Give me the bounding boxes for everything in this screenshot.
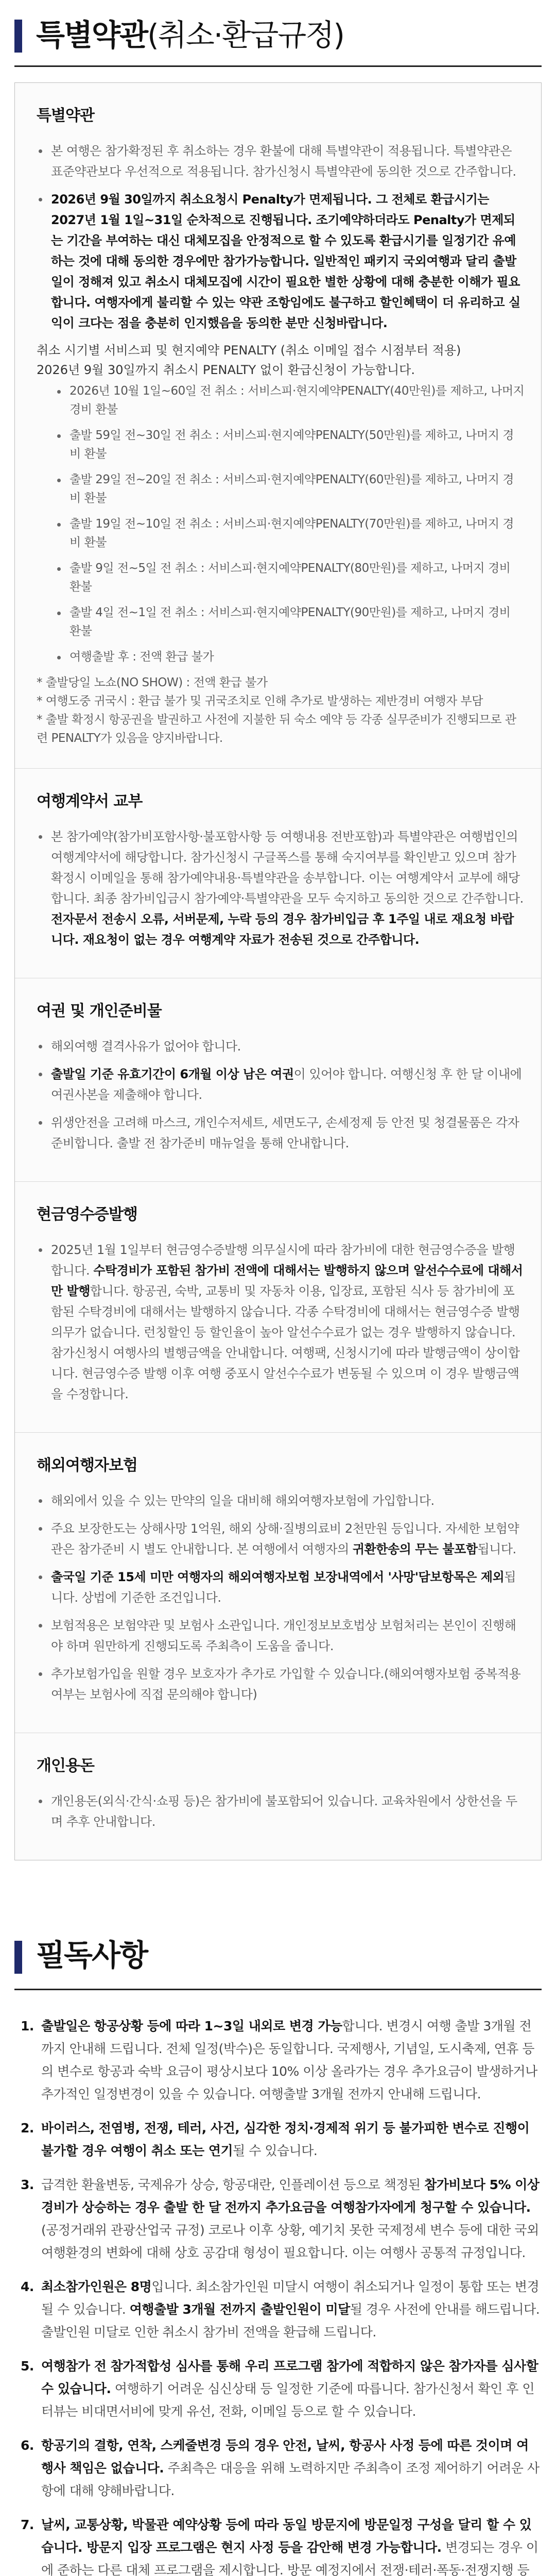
list-item xyxy=(21,2015,541,2106)
list-item xyxy=(37,1036,525,1057)
paragraph-bold: 2026년 9월 30일까지 취소요청시 Penalty가 면제됩니다. 그 전체로 환급시기는 2027년 1월 1일~31일 순차적으로 진행됩니다. 조기예약하더라도 Penalty가 면제되는 기간을 부여하는 대신 대체모집을 안정적으로 할 수 있도록 환급시기를 일정기간 유예하는 것에 대해 동의한 경우에만 참가가능합니다. 일반적인 패키지 국외여행과 달리 출발일이 정해져 있고 취소시 대체모집에 시간이 필요한 별한 상황에 대해 충분한 이해가 필요합니다. 여행자에게 불리할 수 있는 약관 조항임에도 불구하고 할인혜택이 더 유리하고 실익이 크다는 점을 충분히 인지했음을 동의한 분만 신청바랍니다. xyxy=(51,192,520,330)
bullet-list xyxy=(37,1490,525,1705)
section-pocket-money xyxy=(15,1733,541,1860)
title-main: 특별약관 xyxy=(36,18,148,53)
bullet-list xyxy=(37,1036,525,1154)
text: 입니다. 최소참가인원 미달시 여행이 취소되거나 일정이 통합 또는 변경될 수 있습니다. xyxy=(41,2279,540,2317)
section-heading: 특별약관 xyxy=(37,107,94,125)
text: 해외여행 결격사유가 없어야 합니다. xyxy=(51,1039,241,1054)
item-number: 6. xyxy=(21,2438,34,2453)
list-item: 출발 19일 전~10일 전 취소 : 서비스피·현지예약PENALTY(70만원)를 제하고, 나머지 경비 환불 xyxy=(57,515,525,552)
list-item xyxy=(37,1664,525,1705)
text: 추가보험가입을 원할 경우 보호자가 추가로 가입할 수 있습니다.(해외여행자보험 중복적용 여부는 보험사에 직접 문의해야 합니다) xyxy=(51,1667,521,1702)
text-bold: 출국일 기준 15세 미만 여행자의 해외여행자보험 보장내역에서 '사망'담보항목은 제외 xyxy=(51,1570,505,1584)
text: 이 있어야 합니다. 여행신청 후 한 달 이내에 여권사본을 제출해야 합니다. xyxy=(51,1067,522,1102)
title-accent-bar xyxy=(14,1941,22,1974)
list-item: 2026년 10월 1일~60일 전 취소 : 서비스피·현지예약PENALTY(40만원)를 제하고, 나머지 경비 환불 xyxy=(57,382,525,419)
text-bold: 참가비보다 5% 이상 경비가 상승하는 경우 출발 한 달 전까지 추가요금을 여행참가자에게 청구할 수 있습니다. xyxy=(41,2177,540,2215)
note: * 출발당일 노쇼(NO SHOW) : 전액 환급 불가 xyxy=(37,676,268,689)
bullet-list xyxy=(37,1240,525,1404)
section-insurance xyxy=(15,1433,541,1733)
text: 주최측은 대응을 위해 노력하지만 주최측이 조정 제어하기 어려운 사항에 대해 양해바랍니다. xyxy=(41,2461,540,2498)
text-bold: 출발일은 항공상황 등에 따라 1~3일 내외로 변경 가능 xyxy=(41,2019,342,2033)
list-item xyxy=(37,1567,525,1608)
text-bold: 귀환한송의 무는 불포함 xyxy=(352,1542,478,1556)
text-bold: 출발일 기준 유효기간이 6개월 이상 남은 여권 xyxy=(51,1067,294,1081)
text: 보험적용은 보험약관 및 보험사 소관입니다. 개인정보보호법상 보험처리는 본인이 진행해야 하며 원만하게 진행되도록 주최측이 도움을 줍니다. xyxy=(51,1618,516,1653)
text: (공정거래위 관광산업국 규정) 코로나 이후 상황, 예기치 못한 국제정세 변수 등에 대한 국외여행환경의 변화에 대해 상호 공감대 형성이 필요합니다. 이는 여행사 공통적 규정입니다. xyxy=(41,2223,539,2260)
list-item xyxy=(37,1791,525,1832)
item-number: 5. xyxy=(21,2359,34,2374)
terms-title-block xyxy=(0,0,556,72)
item-number: 1. xyxy=(21,2019,34,2033)
text: 됩니다. xyxy=(477,1542,516,1556)
text: 주요 보장한도는 상해사망 1억원, 해외 상해·질병의료비 2천만원 등입니다. 자세한 보험약관은 참가준비 시 별도 안내합니다. 본 여행에서 여행자의 xyxy=(51,1521,519,1556)
penalty-subtitle: 2026년 9월 30일까지 취소시 PENALTY 없이 환급신청이 가능합니다. xyxy=(37,363,415,377)
text-bold: 수탁경비가 포함된 참가비 전액에 대해서는 발행하지 않으며 알선수수료에 대해서만 발행 xyxy=(51,1263,523,1298)
list-item xyxy=(37,1240,525,1404)
list-item xyxy=(21,2117,541,2162)
text: 여행하기 어려운 심신상태 등 일정한 기준에 따릅니다. 참가신청서 확인 후 인터뷰는 비대면서비에 맞게 유선, 전화, 이메일 등으로 할 수 있습니다. xyxy=(41,2381,534,2419)
list-item xyxy=(21,2276,541,2344)
note: * 출발 확정시 항공권을 발권하고 사전에 지불한 뒤 숙소 예약 등 각종 실무준비가 진행되므로 관련 PENALTY가 있음을 양지바랍니다. xyxy=(37,713,516,745)
title-divider xyxy=(14,65,542,67)
text-bold: 항공기의 결항, 연착, 스케줄변경 등의 경우 안전, 날씨, 항공사 사정 등에 따른 것이며 여행사 책임은 없습니다. xyxy=(41,2438,529,2476)
text-bold: 날씨, 교통상황, 박물관 예약상황 등에 따라 동일 방문지에 방문일정 구성을 달리 할 수 있습니다. 방문지 입장 프로그램은 현지 사정 등을 감안해 변경 가능합니다. xyxy=(41,2517,532,2555)
page-title xyxy=(36,14,556,56)
text-bold: 여행참가 전 참가적합성 심사를 통해 우리 프로그램 참가에 적합하지 않은 참가자를 심사할 수 있습니다. xyxy=(41,2359,538,2396)
text-bold: 최소참가인원은 8명 xyxy=(41,2279,152,2294)
text: 합니다. 항공권, 숙박, 교통비 및 자동차 이용, 입장료, 포함된 식사 등 참가비에 포함된 수탁경비에 대해서는 발행하지 않습니다. 각종 수탁경비에 대해서는 현금영수증 발행 의무가 없습니다. 런칭할인 등 할인율이 높아 알선수수료가 없는 경우 발행하지 않습니다. 참가신청시 여행사의 별행금액을 안내합니다. 여행팩, 신청시기에 따라 발행금액이 상이합니다. 현금영수증 발행 이후 여행 중포시 알선수수료가 변동될 수 있으며 이 경우 발행금액을 수정합니다. xyxy=(51,1284,520,1401)
section-contract xyxy=(15,769,541,978)
text-bold: 여행출발 3개월 전까지 출발인원이 미달 xyxy=(129,2302,350,2317)
list-item: 여행출발 후 : 전액 환급 불가 xyxy=(57,648,525,666)
list-item xyxy=(37,826,525,950)
text: 될 경우 사전에 안내를 해드립니다. 출발인원 미달로 인한 취소시 참가비 전액을 환급해 드립니다. xyxy=(41,2302,540,2340)
list-item xyxy=(37,189,525,333)
text: 개인용돈(외식·간식·쇼핑 등)은 참가비에 불포함되어 있습니다. 교육차원에서 상한선을 두며 추후 안내합니다. xyxy=(51,1794,517,1829)
must-read-title-block xyxy=(0,1902,556,1994)
section-special-terms xyxy=(15,83,541,769)
text: 해외에서 있을 수 있는 만약의 일을 대비해 해외여행자보험에 가입합니다. xyxy=(51,1494,435,1508)
list-item: 출발 29일 전~20일 전 취소 : 서비스피·현지예약PENALTY(60만원)를 제하고, 나머지 경비 환불 xyxy=(57,470,525,507)
penalty-block xyxy=(37,341,525,748)
terms-box xyxy=(14,82,542,1860)
paragraph: 본 여행은 참가확정된 후 취소하는 경우 환불에 대해 특별약관이 적용됩니다. 특별약관은 표준약관보다 우선적으로 적용됩니다. 참가신청시 특별약관에 동의한 것으로 간주합니다. xyxy=(51,144,516,179)
list-item xyxy=(37,1112,525,1154)
bullet-list xyxy=(37,1791,525,1832)
note: * 여행도중 귀국시 : 환급 불가 및 귀국조치로 인해 추가로 발생하는 제반경비 여행자 부담 xyxy=(37,694,483,708)
list-item: 출발 4일 전~1일 전 취소 : 서비스피·현지예약PENALTY(90만원)를 제하고, 나머지 경비 환불 xyxy=(57,603,525,640)
text: 2025년 1월 1일부터 현금영수증발행 의무실시에 따라 참가비에 대한 현금영수증을 발행합니다. xyxy=(51,1243,515,1278)
bullet-list xyxy=(37,826,525,950)
list-item xyxy=(37,1064,525,1105)
must-read-title: 필독사항 xyxy=(36,1938,148,1973)
text: 위생안전을 고려해 마스크, 개인수저세트, 세면도구, 손세정제 등 안전 및 청결물품은 각자 준비합니다. 출발 전 참가준비 매뉴얼을 통해 안내합니다. xyxy=(51,1115,519,1150)
list-item: 출발 59일 전~30일 전 취소 : 서비스피·현지예약PENALTY(50만원)를 제하고, 나머지 경비 환불 xyxy=(57,426,525,463)
section-heading: 개인용돈 xyxy=(37,1757,94,1775)
item-number: 3. xyxy=(21,2177,34,2192)
list-item xyxy=(21,2514,541,2576)
section-heading: 해외여행자보험 xyxy=(37,1456,137,1475)
section-receipt xyxy=(15,1182,541,1433)
item-number: 7. xyxy=(21,2517,34,2532)
text: 됩니다. 상법에 기준한 조건입니다. xyxy=(51,1570,516,1605)
list-item: 출발 9일 전~5일 전 취소 : 서비스피·현지예약PENALTY(80만원)를 제하고, 나머지 경비 환불 xyxy=(57,559,525,596)
list-item xyxy=(37,1518,525,1560)
text: 변경되는 경우 이에 준하는 다른 대체 프로그램을 제시합니다. 방문 예정지에서 전쟁·테러·폭동·전쟁지행 등 xyxy=(41,2540,538,2576)
section-heading: 여행계약서 교부 xyxy=(37,792,143,810)
item-number: 4. xyxy=(21,2279,34,2294)
list-item xyxy=(21,2434,541,2502)
text: 합니다. 변경시 여행 출발 3개월 전까지 안내해 드립니다. 전체 일정(박수)은 동일합니다. 국제행사, 기념일, 도시축제, 연휴 등의 변수로 항공과 숙박 요금이 평상시보다 10% 이상 올라가는 경우 추가요금이 발생하거나 추가적인 일정변경이 있을 수 있습니다. 여행출발 3개월 전까지 안내해 드립니다. xyxy=(41,2019,537,2102)
list-item xyxy=(21,2174,541,2264)
list-item xyxy=(37,1615,525,1656)
section-heading: 현금영수증발행 xyxy=(37,1206,137,1224)
item-number: 2. xyxy=(21,2121,34,2136)
penalty-title: 취소 시기별 서비스피 및 현지예약 PENALTY (취소 이메일 접수 시점부터 적용) xyxy=(37,343,461,358)
penalty-list xyxy=(57,382,525,666)
text-bold: 바이러스, 전염병, 전쟁, 테러, 사건, 심각한 정치·경제적 위기 등 불가피한 변수로 진행이 불가할 경우 여행이 취소 또는 연기 xyxy=(41,2121,530,2158)
paragraph: 본 참가예약(참가비포함사항·불포함사항 등 여행내용 전반포함)과 특별약관은 여행법인의 여행계약서에 해당합니다. 참가신청시 구글폭스를 통해 숙지여부를 확인받고 있으며 참가확정시 이메일을 통해 참가예약내용·특별약관을 송부합니다. 이는 여행계약서 교부에 해당합니다. 최종 참가비입금시 참가예약·특별약관을 모두 숙지하고 동의한 것으로 간주합니다. xyxy=(51,829,524,906)
section-heading: 여권 및 개인준비물 xyxy=(37,1002,162,1020)
text: 급격한 환율변동, 국제유가 상승, 항공대란, 인플레이션 등으로 책정된 xyxy=(41,2177,425,2192)
title-divider xyxy=(14,1989,542,1990)
section-passport xyxy=(15,978,541,1182)
must-read-list xyxy=(0,1994,556,2576)
bullet-list xyxy=(37,141,525,333)
title-paren: (취소·환급규정) xyxy=(147,18,344,53)
title-accent-bar xyxy=(14,20,22,53)
paragraph-bold: 전자문서 전송시 오류, 서버문제, 누락 등의 경우 참가비입금 후 1주일 내로 재요청 바랍니다. 재요청이 없는 경우 여행계약 자료가 전송된 것으로 간주합니다. xyxy=(51,912,514,947)
text: 될 수 있습니다. xyxy=(233,2143,318,2158)
list-item xyxy=(37,1490,525,1511)
list-item xyxy=(21,2355,541,2423)
list-item xyxy=(37,141,525,182)
